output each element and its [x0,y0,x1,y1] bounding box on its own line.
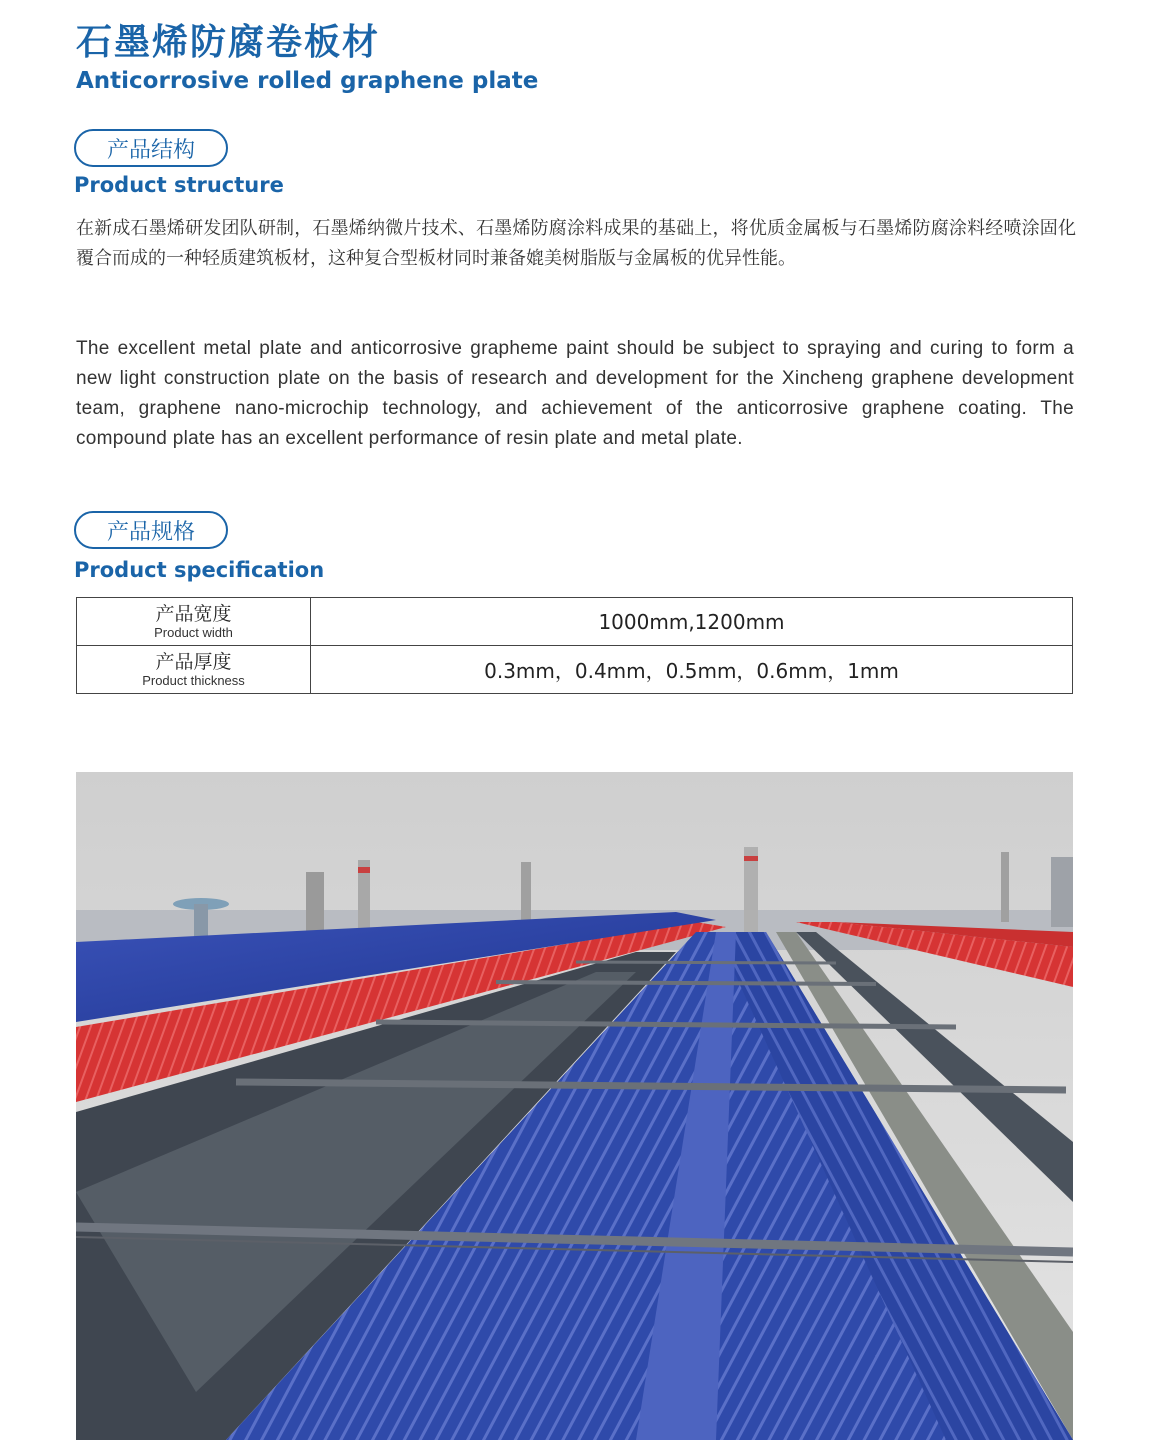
page-title: 石墨烯防腐卷板材 [76,22,381,63]
structure-paragraph-cn: 在新成石墨烯研发团队研制，石墨烯纳微片技术、石墨烯防腐涂料成果的基础上，将优质金属板与石墨烯防腐涂料经喷涂固化覆合而成的一种轻质建筑板材，这种复合型板材同时兼备媲美树脂版与金属板的优异性能。 [76,218,1076,269]
section-pill-structure: 产品结构 [74,129,228,167]
section-pill-specification: 产品规格 [74,511,228,549]
section-heading-specification: Product specification [74,558,325,582]
spec-label-cn: 产品厚度 [155,651,232,673]
roof-photo-illustration [76,772,1073,1440]
page-subtitle: Anticorrosive rolled graphene plate [76,68,539,94]
spec-value-cell: 1000mm,1200mm [311,598,1073,646]
spec-table [76,597,1073,694]
roof-photo [76,772,1073,1440]
table-row [77,598,1073,646]
section-heading-structure: Product structure [74,173,284,197]
spec-label-cell [77,646,311,694]
spec-label-en: Product thickness [142,673,245,688]
table-row [77,646,1073,694]
structure-paragraph-en: The excellent metal plate and anticorrosive grapheme paint should be subject to spraying and curing to form a new light construction plate on the basis of research and development for the Xincheng graphene development team, graphene nano-microchip technology, and achievement of the anticorrosive graphene coating. The compound plate has an excellent performance of resin plate and metal plate. [76,338,1074,449]
spec-label-cn: 产品宽度 [155,603,232,625]
spec-value-cell: 0.3mm，0.4mm，0.5mm，0.6mm，1mm [311,646,1073,694]
spec-label-en: Product width [154,625,233,640]
spec-label-cell [77,598,311,646]
